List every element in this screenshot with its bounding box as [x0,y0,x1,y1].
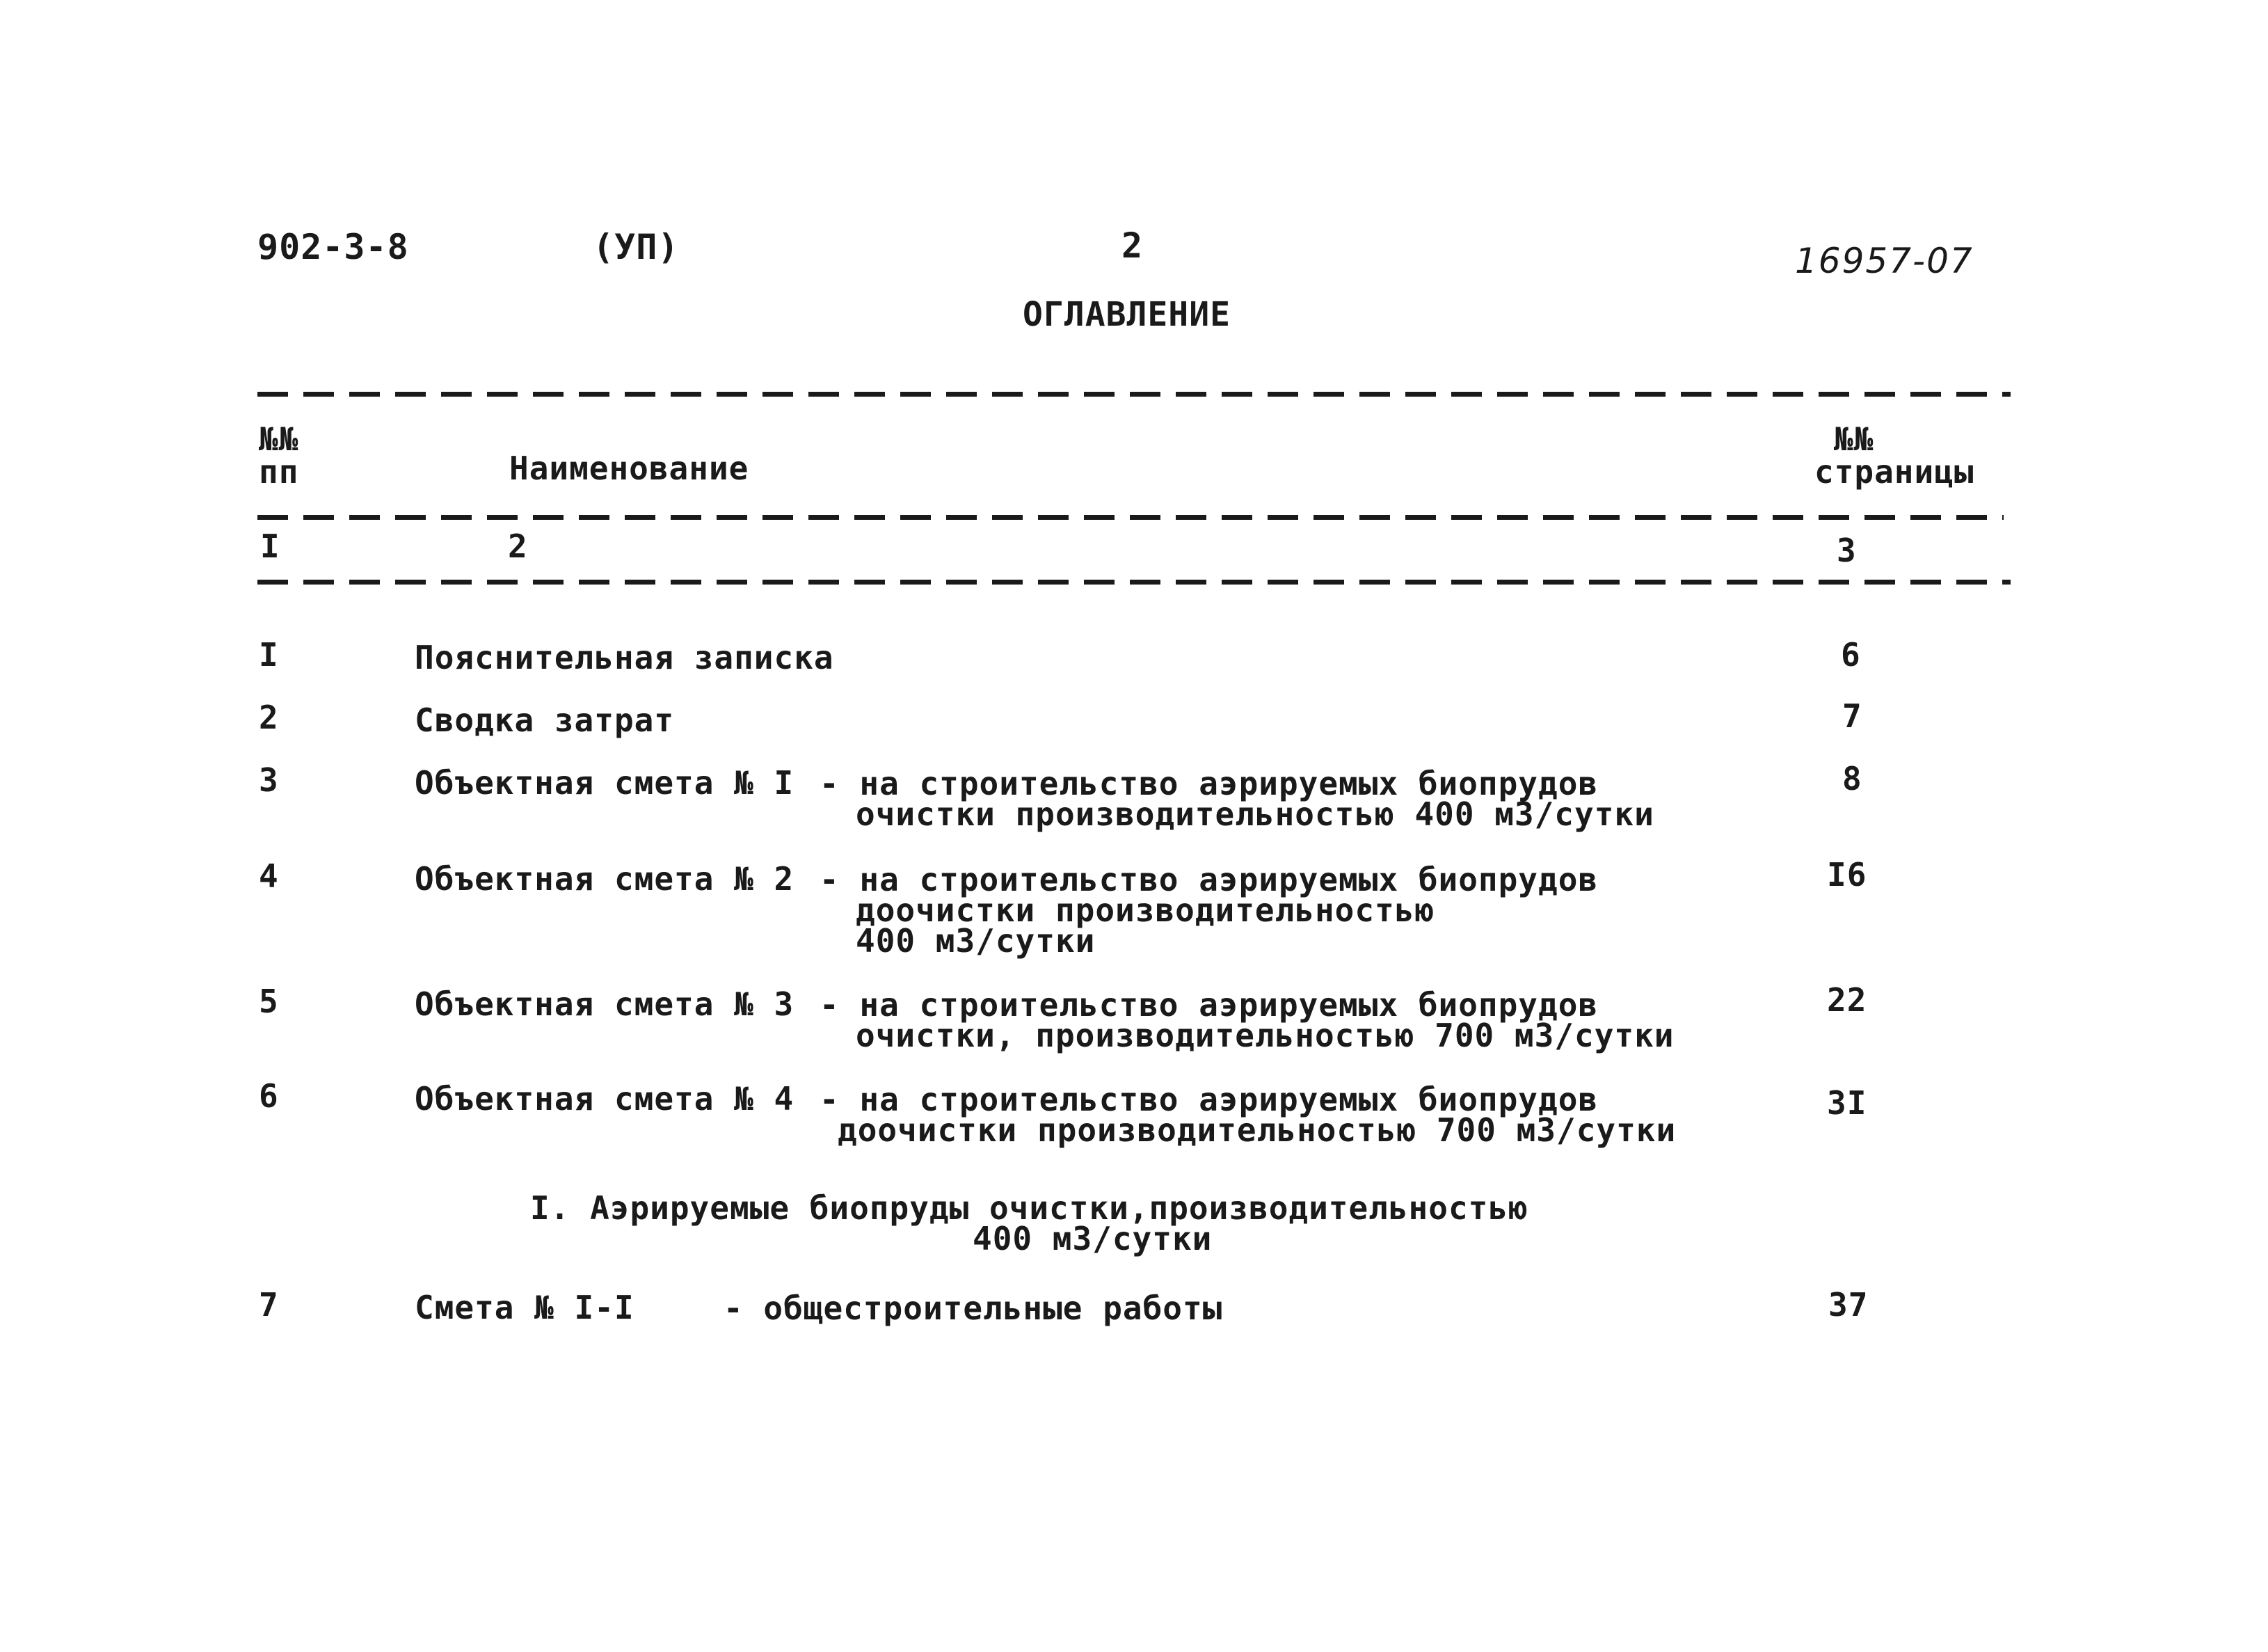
document-code: 902-3-8 [257,227,409,267]
row-2-page: 7 [1842,697,1862,735]
row-6-description-line1: - на строительство аэрируемых биопрудов [820,1081,1599,1118]
row-7-description: - общестроительные работы [724,1289,1223,1327]
column-number-1: I [260,527,280,565]
row-1-page: 6 [1841,636,1861,674]
document-series: (УП) [593,227,680,267]
row-3-name: Объектная смета № I [415,764,794,802]
row-5-description-line2: очистки, производительностью 700 м3/сутки [856,1017,1675,1054]
column-header-page-line2: страницы [1814,453,1974,491]
row-5-description-line1: - на строительство аэрируемых биопрудов [820,986,1599,1024]
section-heading-line2: 400 м3/сутки [973,1220,1213,1257]
page-title: ОГЛАВЛЕНИЕ [1023,295,1231,334]
row-6-number: 6 [259,1077,279,1115]
row-6-description-line2: доочистки производительностью 700 м3/сутки [838,1111,1677,1149]
inventory-number: 16957-07 [1795,241,1974,281]
row-6-page: 3I [1827,1084,1867,1122]
row-3-description-line2: очистки производительностью 400 м3/сутки [856,795,1654,833]
row-4-name: Объектная смета № 2 [415,860,794,898]
row-4-number: 4 [259,857,279,895]
row-3-number: 3 [259,761,279,799]
row-1-name: Пояснительная записка [415,639,834,676]
row-5-name: Объектная смета № 3 [415,985,794,1023]
row-2-number: 2 [259,699,279,736]
table-header-rule [257,515,2004,520]
column-number-2: 2 [508,527,528,565]
row-4-page: I6 [1827,856,1867,893]
table-top-rule [257,392,2011,397]
column-number-3: 3 [1837,532,1857,569]
row-6-name: Объектная смета № 4 [415,1080,794,1118]
table-body-rule [257,580,2011,585]
column-header-number-line1: №№ [259,420,299,458]
column-header-page-line1: №№ [1834,420,1874,458]
page-number: 2 [1121,225,1144,266]
row-2-name: Сводка затрат [415,701,675,739]
row-1-number: I [259,636,279,674]
section-heading-line1: I. Аэрируемые биопруды очистки,производительностью [530,1189,1528,1227]
row-4-description-line1: - на строительство аэрируемых биопрудов [820,861,1599,898]
row-7-number: 7 [259,1286,279,1324]
column-header-number-line2: пп [259,453,299,491]
row-3-description-line1: - на строительство аэрируемых биопрудов [820,765,1599,802]
row-3-page: 8 [1842,760,1862,797]
column-header-name: Наименование [509,450,749,487]
row-4-description-line2: доочистки производительностью [856,891,1435,929]
row-5-page: 22 [1827,981,1867,1019]
row-7-page: 37 [1828,1286,1869,1324]
row-4-description-line3: 400 м3/сутки [856,922,1096,960]
row-7-name: Смета № I-I [415,1289,634,1326]
row-5-number: 5 [259,983,279,1020]
